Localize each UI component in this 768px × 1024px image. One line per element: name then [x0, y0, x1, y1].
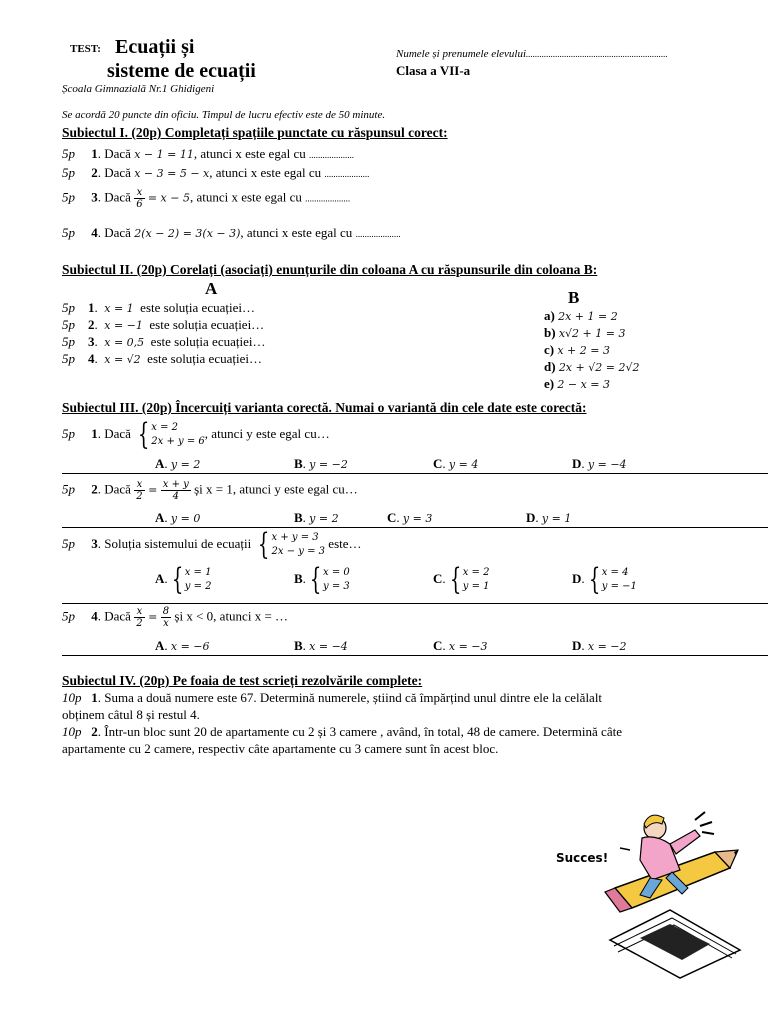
s3-q3-option-d[interactable]: D. { x = 4 y = −1	[572, 562, 637, 597]
succes-text: Succes!	[556, 851, 609, 865]
instructions: Se acordă 20 puncte din oficiu. Timpul de lucru efectiv este de 50 minute.	[62, 109, 386, 121]
s3-q1-option-b[interactable]: B. y = −2	[294, 456, 348, 471]
title-line2: sisteme de ecuații	[107, 60, 256, 82]
section-3-title: Subiectul III. (20p) Încercuiți varianta corectă. Numai o variantă din cele date este corectă:	[62, 400, 587, 415]
s4-problem-2-line1: 10p 2. Într-un bloc sunt 20 de apartamente cu 2 și 3 camere , având, în total, 48 de camere. Determină câte	[62, 724, 622, 739]
s3-question-4: 5p 4. Dacă $\frac{x}{2}$ = $\frac{8}{x}$ și x < 0, atunci x = …	[62, 606, 289, 629]
section-2-title: Subiectul II. (20p) Corelați (asociați) enunțurile din coloana A cu răspunsurile din coloana B:	[62, 262, 598, 277]
s3-q1-option-c[interactable]: C. y = 4	[433, 456, 479, 471]
s2-b-item-e: e) 2 − x = 3	[544, 376, 610, 391]
s2-a-item-3: 5p 3. x = 0,5 este soluția ecuației…	[62, 334, 266, 349]
test-label: TEST:	[70, 43, 101, 55]
s2-a-item-1: 5p 1. x = 1 este soluția ecuației…	[62, 300, 255, 315]
s3-q2-option-d[interactable]: D. y = 1	[526, 510, 572, 525]
s3-q3-option-c[interactable]: C. { x = 2 y = 1	[433, 562, 490, 597]
s4-problem-1-line2: obținem câtul 8 și restul 4.	[62, 707, 200, 722]
column-a-header: A	[205, 279, 218, 298]
s3-question-2: 5p 2. Dacă $\frac{x}{2}$ = $\frac{x + y}{4}$ și x = 1, atunci y este egal cu…	[62, 479, 358, 502]
s3-q4-option-b[interactable]: B. x = −4	[294, 638, 348, 653]
s3-q2-option-a[interactable]: A. y = 0	[155, 510, 201, 525]
divider	[62, 473, 768, 474]
divider	[62, 603, 768, 604]
s3-question-3: 5p 3. Soluția sistemului de ecuații { x + y = 3 2x − y = 3 este…	[62, 527, 362, 562]
column-b-header: B	[568, 288, 580, 307]
divider	[62, 655, 768, 656]
section-1-title: Subiectul I. (20p) Completați spațiile punctate cu răspunsul corect:	[62, 125, 448, 140]
s1-item-3: 5p 3. Dacă $\frac{x}{6}$ = x − 5, atunci x este egal cu ....................	[62, 187, 351, 210]
s3-q2-option-b[interactable]: B. y = 2	[294, 510, 339, 525]
s2-b-item-c: c) x + 2 = 3	[544, 342, 610, 357]
s3-question-1: 5p 1. Dacă { x = 2 2x + y = 6 , atunci y este egal cu…	[62, 417, 330, 452]
s3-q1-option-a[interactable]: A. y = 2	[155, 456, 201, 471]
s3-q4-option-d[interactable]: D. x = −2	[572, 638, 627, 653]
section-4-title: Subiectul IV. (20p) Pe foaia de test scrieți rezolvările complete:	[62, 673, 423, 688]
student-name-field: Numele și prenumele elevului...............................................................	[396, 48, 668, 60]
school-name: Școala Gimnazială Nr.1 Ghidigeni	[62, 83, 215, 95]
s3-q1-option-d[interactable]: D. y = −4	[572, 456, 627, 471]
s4-problem-1-line1: 10p 1. Suma a două numere este 67. Determină numerele, știind că împărțind unul dintre ele la celălalt	[62, 690, 603, 705]
title-line1: Ecuații și	[115, 36, 195, 58]
s3-q3-option-b[interactable]: B. { x = 0 y = 3	[294, 562, 350, 597]
s2-a-item-4: 5p 4. x = √2 este soluția ecuației…	[62, 351, 262, 366]
s1-item-4: 5p 4. Dacă 2(x − 2) = 3(x − 3), atunci x este egal cu ....................	[62, 225, 401, 240]
s2-b-item-b: b) x√2 + 1 = 3	[544, 325, 626, 340]
divider	[62, 527, 768, 528]
s2-a-item-2: 5p 2. x = −1 este soluția ecuației…	[62, 317, 265, 332]
s3-q4-option-a[interactable]: A. x = −6	[155, 638, 210, 653]
s3-q2-option-c[interactable]: C. y = 3	[387, 510, 433, 525]
s1-item-1: 5p 1. Dacă x − 1 = 11, atunci x este egal cu ....................	[62, 146, 354, 161]
s4-problem-2-line2: apartamente cu 2 camere, respectiv câte apartamente cu 3 camere sunt în acest bloc.	[62, 741, 499, 756]
s3-q3-option-a[interactable]: A. { x = 1 y = 2	[155, 562, 212, 597]
s2-b-item-a: a) 2x + 1 = 2	[544, 308, 618, 323]
class-label: Clasa a VII-a	[396, 63, 471, 78]
s2-b-item-d: d) 2x + √2 = 2√2	[544, 359, 640, 374]
student-on-pencil-clipart	[600, 800, 750, 980]
s3-q4-option-c[interactable]: C. x = −3	[433, 638, 488, 653]
s1-item-2: 5p 2. Dacă x − 3 = 5 − x, atunci x este egal cu ....................	[62, 165, 370, 180]
